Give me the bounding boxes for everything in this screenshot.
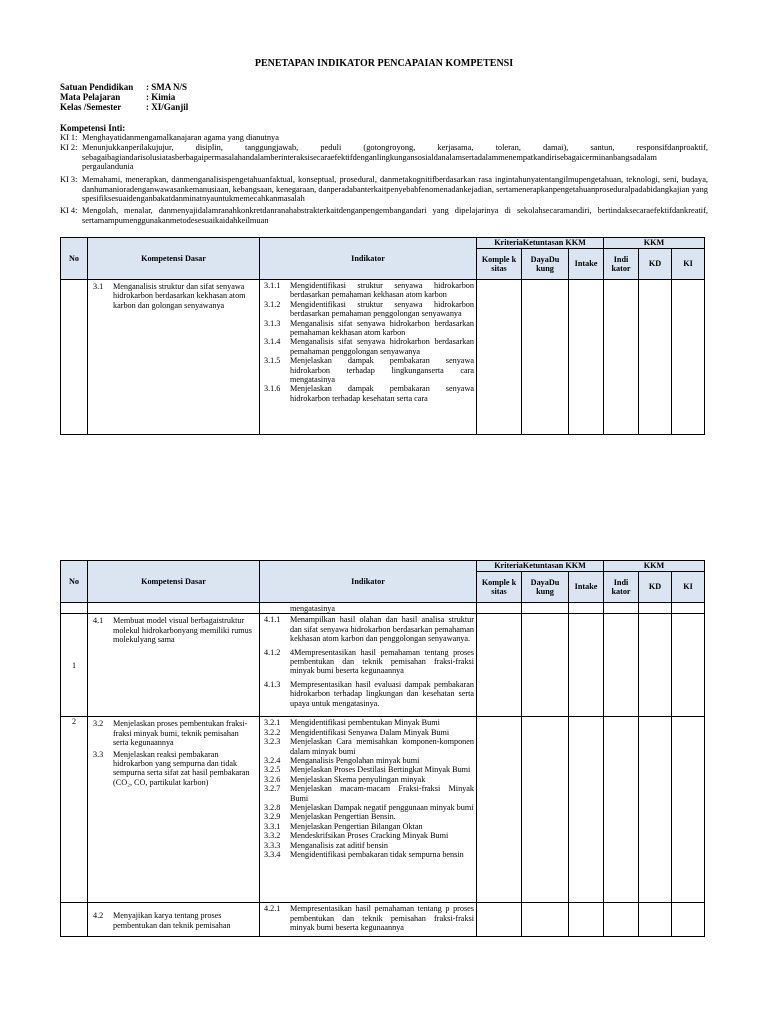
intake-cell — [569, 717, 604, 903]
meta-label: Mata Pelajaran — [60, 92, 121, 102]
ki-text: Menunjukkanperilakujujur, disiplin, tanggungjawab, peduli (gotongroyong, kerjasama, toleran, damai), santun, responsifdanproaktif, sebagaibagiandarisolusiatasberbagaipermasalahandalamberinteraksisecaraefektifdenganlingkungansosialdanalamsertadalammenempatkandirisebagaicerminanbangsadalam pergaulandunia — [82, 143, 708, 171]
indikator-item — [264, 384, 474, 403]
indikator-number: 3.2.7 — [264, 784, 281, 794]
indikator-number: 3.1.3 — [264, 318, 281, 328]
kompleksitas-cell — [477, 614, 522, 717]
kd-kkm-cell — [639, 603, 672, 614]
kd-number: 3.1 — [93, 282, 104, 291]
header-kd: KD — [639, 249, 672, 280]
kompleksitas-cell — [477, 903, 522, 937]
indikator-number: 3.2.2 — [264, 727, 281, 737]
meta-label: Kelas /Semester — [60, 102, 122, 112]
ki-kkm-cell — [672, 717, 705, 903]
kd-kkm-cell — [639, 903, 672, 937]
indikator-number: 4.2.1 — [264, 904, 281, 914]
kd-number: 4.1 — [93, 616, 104, 626]
kd-number: 3.3 — [93, 749, 104, 759]
indikator-text: Menjelaskan dampak pembakaran senyawa hidrokarbon terhadap lingkunganserta cara mengatasinya — [290, 356, 474, 385]
header-kkm: KKM — [604, 238, 705, 249]
header-indikator-kkm: Indi kator — [604, 249, 639, 280]
intake-cell — [569, 614, 604, 717]
kd-text: Membuat model visual berbagaistruktur molekul hidrokarbonyang memiliki rumus molekulyang sama — [113, 616, 252, 645]
kd-cell — [88, 603, 260, 614]
meta-value: : Kimia — [146, 92, 176, 102]
intake-cell — [569, 903, 604, 937]
indikator-number: 4.1.2 — [264, 647, 281, 657]
ki-kkm-cell — [672, 280, 705, 435]
indikator-text: Menjelaskan Cara memisahkan komponen-komponen dalam minyak bumi — [290, 737, 474, 756]
indikator-cell — [260, 280, 477, 435]
kompleksitas-cell — [477, 603, 522, 614]
indikator-number: 3.2.1 — [264, 718, 281, 728]
indikator-item — [264, 775, 474, 784]
indikator-text: Mengidentifikasi pembentukan Minyak Bumi — [290, 718, 440, 728]
indikator-item — [264, 718, 474, 727]
kd-cell — [88, 280, 260, 435]
header-kompleksitas: Komple k sitas — [477, 249, 522, 280]
indikator-list — [260, 280, 476, 403]
header-ki: KI — [672, 249, 705, 280]
indikator-number: 3.1.4 — [264, 337, 281, 347]
indikator-number: 3.1.2 — [264, 299, 281, 309]
indikator-cell — [260, 603, 477, 614]
indikator-item — [264, 841, 474, 850]
row-no — [61, 903, 88, 937]
indikator-text: Mendeskrifsikan Proses Cracking Minyak Bumi — [290, 831, 449, 841]
indikator-item — [264, 648, 474, 676]
indikator-number: 4.1.1 — [264, 615, 281, 625]
indikator-item — [264, 728, 474, 737]
ki-kkm-cell — [672, 603, 705, 614]
header-kd: KD — [639, 572, 672, 603]
indikator-kkm-cell — [604, 717, 639, 903]
indikator-text: Menjelaskan Skema penyulingan minyak — [290, 774, 426, 784]
indikator-item — [264, 812, 474, 821]
indikator-number: 3.2.4 — [264, 756, 281, 766]
indikator-item — [264, 904, 474, 932]
ki-item — [60, 175, 708, 204]
kd-text: Menjelaskan proses pembentukan fraksi-fraksi minyak bumi, teknik pemisahan serta kegunaannya — [113, 719, 248, 748]
indikator-text: Menjelaskan Proses Destilasi Bertingkat Minyak Bumi — [290, 765, 471, 775]
daya-dukung-cell — [522, 903, 569, 937]
kd-cell — [88, 614, 260, 717]
header-daya-dukung: DayaDu kung — [522, 572, 569, 603]
kd-item — [88, 717, 259, 747]
indikator-item — [264, 756, 474, 765]
indikator-cell — [260, 717, 477, 903]
ki-text: Mengolah, menalar, danmenyajidalamranahkonkretdanranahabstrakterkaitdenganpengembangandari yang dipelajarinya di sekolahsecaramandiri, bertindaksecaraefektifdankreatif, sertamampumenggunakanmetodesesuaikaidahkeilmuan — [82, 206, 708, 225]
indikator-item — [264, 822, 474, 831]
indikator-item — [264, 737, 474, 756]
indikator-kkm-cell — [604, 603, 639, 614]
indikator-number: 4.1.3 — [264, 679, 281, 689]
indikator-number: 3.1.1 — [264, 281, 281, 290]
ki-kkm-cell — [672, 614, 705, 717]
ki-text: Memahami, menerapkan, danmenganalisispengetahuanfaktual, konseptual, prosedural, danmetakognitifberdasarkan rasa ingintahunyatentangilmupengetahuan, teknologi, seni, budaya, danhumanioradenganwawasankemanusiaan, kebangsaan, kenegaraan, danperadabanterkaitpenyebabfenomenadankejadian, sertamenerapkanpengetahuanproseduralpadabidangkajian yang spesifiksesuaidenganbakatdanminatnyauntukmemecahkanmasalah — [82, 175, 708, 203]
meta-row — [60, 102, 188, 112]
meta-row — [60, 82, 188, 92]
header-indikator-kkm: Indi kator — [604, 572, 639, 603]
header-kompleksitas: Komple k sitas — [477, 572, 522, 603]
row-no: 2 — [61, 717, 88, 903]
indikator-item — [264, 784, 474, 803]
intake-cell — [569, 603, 604, 614]
indikator-number: 3.3.3 — [264, 840, 281, 850]
meta-value: : SMA N/S — [146, 82, 188, 92]
intake-cell — [569, 280, 604, 435]
header-kompetensi-dasar: Kompetensi Dasar — [88, 238, 260, 280]
kd-cell — [88, 717, 260, 903]
indikator-item — [264, 337, 474, 356]
indikator-text: Menjelaskan Pengertian Bilangan Oktan — [290, 821, 423, 831]
header-kriteria: KriteriaKetuntasan KKM — [477, 238, 604, 249]
ki-code: KI 3: — [60, 175, 78, 184]
header-kriteria: KriteriaKetuntasan KKM — [477, 561, 604, 572]
indikator-text: 4Mempresentasikan hasil pemahaman tentang proses pembentukan dan teknik pemisahan fraksi-fraksi minyak bumi beserta kegunaannya — [290, 647, 474, 676]
indikator-item — [264, 300, 474, 319]
kd-text: Menyajikan karya tentang proses pembentukan dan teknik pemisahan — [113, 911, 231, 930]
indikator-text: Mengidentifikasi Senyawa Dalam Minyak Bumi — [290, 727, 450, 737]
kompleksitas-cell — [477, 717, 522, 903]
competency-table-1 — [60, 237, 705, 435]
header-kkm: KKM — [604, 561, 705, 572]
meta-row — [60, 92, 188, 102]
indikator-cell — [260, 903, 477, 937]
indikator-text: Mengidentifikasi pembakaran tidak sempurna bensin — [290, 850, 464, 860]
kompleksitas-cell — [477, 280, 522, 435]
ki-code: KI 2: — [60, 143, 78, 152]
table-row — [61, 603, 705, 614]
indikator-item — [264, 615, 474, 643]
indikator-text: Mengidentifikasi struktur senyawa hidrokarbon berdasarkan pemahaman penggolongan senyawanya — [290, 299, 474, 319]
header-indikator: Indikator — [260, 238, 477, 280]
indikator-text: Mempresentasikan hasil evaluasi dampak pembakaran hidrokarbon terhadap lingkungan dan kesehatan serta upaya untuk mengatasinya. — [290, 679, 474, 708]
header-intake: Intake — [569, 249, 604, 280]
kd-number: 4.2 — [93, 911, 104, 921]
header-kompetensi-dasar: Kompetensi Dasar — [88, 561, 260, 603]
indikator-text: Menganalisis Pengolahan minyak bumi — [290, 756, 420, 766]
meta-block — [60, 82, 188, 112]
indikator-number: 3.1.6 — [264, 384, 281, 394]
indikator-number: 3.3.1 — [264, 821, 281, 831]
kd-item — [88, 903, 259, 930]
table-row — [61, 717, 705, 903]
table-row — [61, 614, 705, 717]
indikator-kkm-cell — [604, 280, 639, 435]
daya-dukung-cell — [522, 614, 569, 717]
meta-value: : XI/Ganjil — [146, 102, 189, 112]
page-title: PENETAPAN INDIKATOR PENCAPAIAN KOMPETENSI — [254, 58, 514, 69]
indikator-number: 3.3.2 — [264, 831, 281, 841]
ki-item — [60, 143, 708, 172]
indikator-list — [260, 717, 476, 859]
kd-text: Menjelaskan reaksi pembakaran hidrokarbon yang sempurna dan tidak sempurna serta sifat zat hasil pembakaran (CO₂, CO, partikulat karbon) — [113, 749, 250, 787]
indikator-number: 3.2.6 — [264, 774, 281, 784]
ki-code: KI 1: — [60, 133, 78, 142]
ki-item — [60, 206, 708, 225]
kd-item — [88, 280, 259, 310]
indikator-text: Menjelaskan macam-macam Fraksi-fraksi Minyak Bumi — [290, 784, 474, 803]
header-no: No — [61, 238, 88, 280]
daya-dukung-cell — [522, 603, 569, 614]
header-intake: Intake — [569, 572, 604, 603]
indikator-number: 3.2.5 — [264, 765, 281, 775]
ki-text: Menghayatidanmengamalkanajaran agama yang dianutnya — [82, 133, 279, 142]
indikator-list — [260, 903, 476, 932]
indikator-text: Menganalisis sifat senyawa hidrokarbon berdasarkan pemahaman kekhasan atom karbon — [290, 318, 474, 338]
row-no — [61, 603, 88, 614]
header-no: No — [61, 561, 88, 603]
daya-dukung-cell — [522, 717, 569, 903]
indikator-text: Menganalisis zat aditif bensin — [290, 840, 388, 850]
table-row — [61, 903, 705, 937]
indikator-number: 3.2.3 — [264, 737, 281, 747]
indikator-text: Mempresentasikan hasil pemahaman tentang p proses pembentukan dan teknik pemisahan fraksi-fraksi minyak bumi beserta kegunaannya — [290, 904, 474, 933]
ki-code: KI 4: — [60, 206, 78, 215]
indikator-number: 3.3.4 — [264, 850, 281, 860]
ki-heading: Kompetensi Inti: — [60, 123, 126, 133]
indikator-text: Mengidentifikasi struktur senyawa hidrokarbon berdasarkan pemahaman kekhasan atom karbon — [290, 281, 474, 300]
kd-number: 3.2 — [93, 719, 104, 729]
header-daya-dukung: DayaDu kung — [522, 249, 569, 280]
indikator-text: Menganalisis sifat senyawa hidrokarbon berdasarkan pemahaman penggolongan senyawanya — [290, 337, 474, 356]
kd-kkm-cell — [639, 717, 672, 903]
indikator-list — [260, 614, 476, 708]
indikator-item — [264, 680, 474, 708]
ki-item — [60, 133, 708, 143]
indikator-item — [264, 765, 474, 774]
ki-kkm-cell — [672, 903, 705, 937]
kd-kkm-cell — [639, 614, 672, 717]
indikator-item — [264, 356, 474, 384]
row-no: 1 — [61, 614, 88, 717]
competency-table-2 — [60, 560, 705, 937]
row-no — [61, 280, 88, 435]
kd-kkm-cell — [639, 280, 672, 435]
header-ki: KI — [672, 572, 705, 603]
indikator-item — [264, 831, 474, 840]
indikator-kkm-cell — [604, 614, 639, 717]
indikator-cell — [260, 614, 477, 717]
indikator-number: 3.2.8 — [264, 803, 281, 813]
meta-label: Satuan Pendidikan — [60, 82, 134, 92]
table-row — [61, 280, 705, 435]
kd-cell — [88, 903, 260, 937]
header-indikator: Indikator — [260, 561, 477, 603]
indikator-item — [264, 281, 474, 300]
kd-text: Menganalisis struktur dan sifat senyawa hidrokarbon berdasarkan kekhasan atom karbon dan golongan senyawanya — [113, 282, 246, 310]
indikator-kkm-cell — [604, 903, 639, 937]
indikator-item — [264, 803, 474, 812]
indikator-text: Menjelaskan dampak pembakaran senyawa hidrokarbon terhadap kesehatan serta cara — [290, 384, 474, 403]
indikator-text: Menampilkan hasil olahan dan hasil analisa struktur dan sifat senyawa hidrokarbon berdasarkan pemahaman kekhasan atom karbon dan penggolongan senyawanya. — [290, 615, 474, 644]
indikator-number: 3.2.9 — [264, 812, 281, 822]
daya-dukung-cell — [522, 280, 569, 435]
indikator-text: Menjelaskan Dampak negatif penggunaan minyak bumi — [290, 803, 474, 813]
indikator-item — [264, 319, 474, 338]
indikator-item — [264, 850, 474, 859]
indikator-continuation: mengatasinya — [290, 604, 336, 613]
kd-item — [88, 614, 259, 644]
indikator-number: 3.1.5 — [264, 356, 281, 366]
indikator-text: Menjelaskan Pengertian Bensin. — [290, 812, 396, 822]
kd-item — [88, 748, 259, 788]
